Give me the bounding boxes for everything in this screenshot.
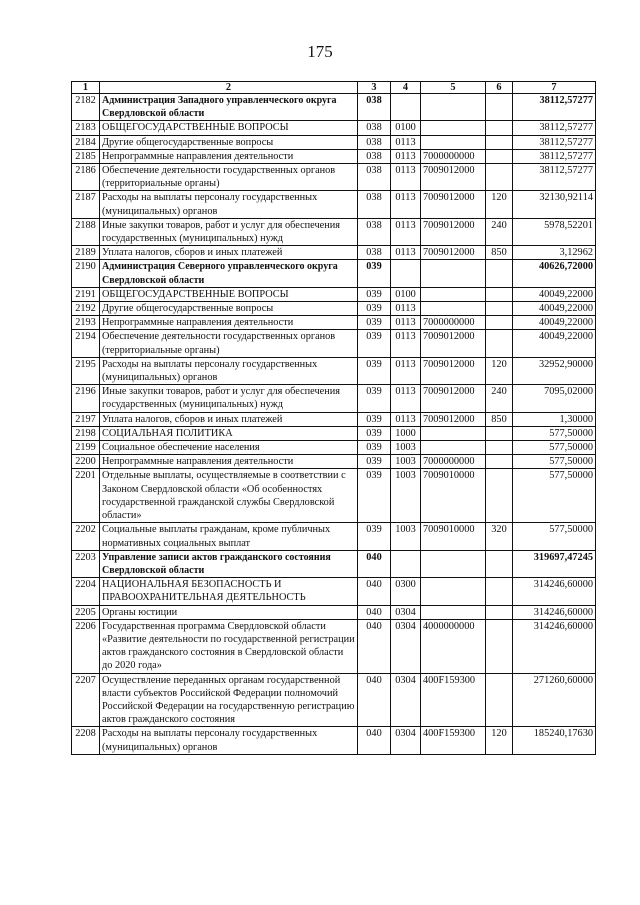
section-code: 0304	[391, 619, 421, 673]
target-code: 7009012000	[421, 164, 486, 191]
section-code: 0113	[391, 135, 421, 149]
amount: 7095,02000	[513, 385, 596, 412]
row-name: Расходы на выплаты персоналу государственных (муниципальных) органов	[100, 727, 358, 754]
ministry-code: 040	[358, 673, 391, 727]
column-header-1: 1	[72, 82, 100, 94]
budget-table	[71, 81, 596, 755]
table-row	[72, 605, 596, 619]
section-code: 0113	[391, 246, 421, 260]
ministry-code: 038	[358, 149, 391, 163]
ministry-code: 039	[358, 412, 391, 426]
expense-type	[486, 302, 513, 316]
row-number: 2207	[72, 673, 100, 727]
expense-type	[486, 550, 513, 577]
target-code	[421, 94, 486, 121]
target-code: 7009012000	[421, 191, 486, 218]
target-code: 7009012000	[421, 330, 486, 357]
row-number: 2204	[72, 578, 100, 605]
ministry-code: 039	[358, 523, 391, 550]
table-row	[72, 302, 596, 316]
section-code: 0113	[391, 149, 421, 163]
row-name: Обеспечение деятельности государственных органов (территориальные органы)	[100, 330, 358, 357]
table-row	[72, 218, 596, 245]
amount: 314246,60000	[513, 619, 596, 673]
row-name: СОЦИАЛЬНАЯ ПОЛИТИКА	[100, 426, 358, 440]
row-name: Социальные выплаты гражданам, кроме публичных нормативных социальных выплат	[100, 523, 358, 550]
amount: 577,50000	[513, 455, 596, 469]
section-code: 0300	[391, 578, 421, 605]
amount: 38112,57277	[513, 149, 596, 163]
row-name: Государственная программа Свердловской области «Развитие деятельности по государственной регистрации актов гражданского состояния в Свердловской области до 2020 года»	[100, 619, 358, 673]
row-name: Осуществление переданных органам государственной власти субъектов Российской Федерации полномочий Российской Федерации на государственную регистрацию актов гражданского состояния	[100, 673, 358, 727]
section-code: 0113	[391, 218, 421, 245]
section-code: 0304	[391, 727, 421, 754]
table-row	[72, 135, 596, 149]
amount: 5978,52201	[513, 218, 596, 245]
section-code	[391, 94, 421, 121]
row-name: НАЦИОНАЛЬНАЯ БЕЗОПАСНОСТЬ И ПРАВООХРАНИТЕЛЬНАЯ ДЕЯТЕЛЬНОСТЬ	[100, 578, 358, 605]
amount: 577,50000	[513, 441, 596, 455]
row-number: 2192	[72, 302, 100, 316]
row-number: 2197	[72, 412, 100, 426]
row-number: 2195	[72, 357, 100, 384]
row-name: Органы юстиции	[100, 605, 358, 619]
expense-type: 120	[486, 191, 513, 218]
page-number: 175	[307, 42, 333, 61]
row-number: 2196	[72, 385, 100, 412]
ministry-code: 038	[358, 191, 391, 218]
ministry-code: 039	[358, 357, 391, 384]
expense-type: 240	[486, 385, 513, 412]
table-row	[72, 330, 596, 357]
amount: 319697,47245	[513, 550, 596, 577]
row-name: Другие общегосударственные вопросы	[100, 302, 358, 316]
row-number: 2185	[72, 149, 100, 163]
target-code: 7009012000	[421, 357, 486, 384]
ministry-code: 039	[358, 385, 391, 412]
row-number: 2183	[72, 121, 100, 135]
target-code	[421, 302, 486, 316]
amount: 314246,60000	[513, 578, 596, 605]
row-name: Уплата налогов, сборов и иных платежей	[100, 412, 358, 426]
expense-type: 120	[486, 727, 513, 754]
ministry-code: 040	[358, 727, 391, 754]
target-code: 7009012000	[421, 412, 486, 426]
table-row	[72, 164, 596, 191]
row-name: ОБЩЕГОСУДАРСТВЕННЫЕ ВОПРОСЫ	[100, 287, 358, 301]
table-row	[72, 260, 596, 287]
ministry-code: 038	[358, 218, 391, 245]
table-row	[72, 246, 596, 260]
amount: 40049,22000	[513, 316, 596, 330]
expense-type	[486, 164, 513, 191]
target-code: 7009012000	[421, 218, 486, 245]
section-code: 0113	[391, 316, 421, 330]
amount: 38112,57277	[513, 121, 596, 135]
ministry-code: 038	[358, 121, 391, 135]
table-row	[72, 550, 596, 577]
table-row	[72, 191, 596, 218]
expense-type	[486, 121, 513, 135]
section-code: 0100	[391, 121, 421, 135]
section-code: 1003	[391, 469, 421, 523]
amount: 577,50000	[513, 426, 596, 440]
target-code	[421, 441, 486, 455]
expense-type	[486, 619, 513, 673]
expense-type	[486, 316, 513, 330]
target-code: 7009012000	[421, 385, 486, 412]
column-header-6: 6	[486, 82, 513, 94]
section-code: 1000	[391, 426, 421, 440]
section-code: 0304	[391, 673, 421, 727]
amount: 185240,17630	[513, 727, 596, 754]
row-name: Обеспечение деятельности государственных органов (территориальные органы)	[100, 164, 358, 191]
section-code	[391, 260, 421, 287]
table-row	[72, 412, 596, 426]
column-header-3: 3	[358, 82, 391, 94]
table-row	[72, 287, 596, 301]
section-code: 1003	[391, 441, 421, 455]
row-number: 2191	[72, 287, 100, 301]
target-code	[421, 605, 486, 619]
section-code: 1003	[391, 455, 421, 469]
row-name: Управление записи актов гражданского состояния Свердловской области	[100, 550, 358, 577]
table-body	[72, 94, 596, 755]
expense-type	[486, 135, 513, 149]
ministry-code: 040	[358, 619, 391, 673]
expense-type: 120	[486, 357, 513, 384]
row-name: Отдельные выплаты, осуществляемые в соответствии с Законом Свердловской области «Об особенностях государственной гражданской службы Свердловской области»	[100, 469, 358, 523]
row-number: 2198	[72, 426, 100, 440]
expense-type: 850	[486, 412, 513, 426]
expense-type	[486, 578, 513, 605]
amount: 271260,60000	[513, 673, 596, 727]
target-code	[421, 550, 486, 577]
ministry-code: 039	[358, 426, 391, 440]
amount: 40049,22000	[513, 287, 596, 301]
expense-type	[486, 330, 513, 357]
target-code: 400F159300	[421, 727, 486, 754]
section-code: 0100	[391, 287, 421, 301]
expense-type	[486, 426, 513, 440]
amount: 40626,72000	[513, 260, 596, 287]
table-row	[72, 441, 596, 455]
row-number: 2189	[72, 246, 100, 260]
row-name: Расходы на выплаты персоналу государственных (муниципальных) органов	[100, 191, 358, 218]
target-code	[421, 287, 486, 301]
row-name: Иные закупки товаров, работ и услуг для обеспечения государственных (муниципальных) нужд	[100, 385, 358, 412]
row-number: 2184	[72, 135, 100, 149]
target-code: 4000000000	[421, 619, 486, 673]
row-number: 2205	[72, 605, 100, 619]
row-number: 2187	[72, 191, 100, 218]
column-header-4: 4	[391, 82, 421, 94]
row-number: 2202	[72, 523, 100, 550]
expense-type	[486, 605, 513, 619]
target-code: 7000000000	[421, 316, 486, 330]
column-header-7: 7	[513, 82, 596, 94]
expense-type	[486, 94, 513, 121]
column-header-2: 2	[100, 82, 358, 94]
row-number: 2200	[72, 455, 100, 469]
target-code: 7009010000	[421, 523, 486, 550]
table-row	[72, 455, 596, 469]
amount: 314246,60000	[513, 605, 596, 619]
table-row	[72, 316, 596, 330]
row-name: ОБЩЕГОСУДАРСТВЕННЫЕ ВОПРОСЫ	[100, 121, 358, 135]
target-code: 7009010000	[421, 469, 486, 523]
row-name: Иные закупки товаров, работ и услуг для обеспечения государственных (муниципальных) нужд	[100, 218, 358, 245]
section-code: 0113	[391, 357, 421, 384]
target-code	[421, 121, 486, 135]
section-code: 0113	[391, 191, 421, 218]
row-number: 2193	[72, 316, 100, 330]
row-number: 2208	[72, 727, 100, 754]
amount: 40049,22000	[513, 330, 596, 357]
ministry-code: 040	[358, 550, 391, 577]
ministry-code: 039	[358, 302, 391, 316]
section-code: 0113	[391, 412, 421, 426]
ministry-code: 040	[358, 605, 391, 619]
section-code: 0113	[391, 302, 421, 316]
ministry-code: 039	[358, 455, 391, 469]
amount: 3,12962	[513, 246, 596, 260]
expense-type	[486, 260, 513, 287]
row-name: Другие общегосударственные вопросы	[100, 135, 358, 149]
amount: 32130,92114	[513, 191, 596, 218]
expense-type: 320	[486, 523, 513, 550]
table-row	[72, 149, 596, 163]
section-code: 0113	[391, 330, 421, 357]
row-number: 2182	[72, 94, 100, 121]
row-number: 2194	[72, 330, 100, 357]
expense-type	[486, 441, 513, 455]
table-row	[72, 357, 596, 384]
row-name: Администрация Западного управленческого округа Свердловской области	[100, 94, 358, 121]
section-code: 0113	[391, 385, 421, 412]
section-code: 0113	[391, 164, 421, 191]
column-header-5: 5	[421, 82, 486, 94]
target-code: 7000000000	[421, 455, 486, 469]
table-row	[72, 619, 596, 673]
row-name: Непрограммные направления деятельности	[100, 455, 358, 469]
ministry-code: 039	[358, 287, 391, 301]
table-header-row	[72, 82, 596, 94]
target-code	[421, 426, 486, 440]
expense-type	[486, 455, 513, 469]
table-row	[72, 727, 596, 754]
amount: 577,50000	[513, 469, 596, 523]
ministry-code: 039	[358, 469, 391, 523]
amount: 38112,57277	[513, 135, 596, 149]
expense-type	[486, 469, 513, 523]
row-name: Расходы на выплаты персоналу государственных (муниципальных) органов	[100, 357, 358, 384]
target-code: 400F159300	[421, 673, 486, 727]
ministry-code: 039	[358, 316, 391, 330]
amount: 32952,90000	[513, 357, 596, 384]
amount: 1,30000	[513, 412, 596, 426]
row-name: Социальное обеспечение населения	[100, 441, 358, 455]
row-number: 2190	[72, 260, 100, 287]
expense-type	[486, 287, 513, 301]
row-name: Непрограммные направления деятельности	[100, 149, 358, 163]
row-number: 2188	[72, 218, 100, 245]
table-row	[72, 469, 596, 523]
ministry-code: 039	[358, 441, 391, 455]
target-code	[421, 578, 486, 605]
ministry-code: 038	[358, 135, 391, 149]
table-row	[72, 385, 596, 412]
table-row	[72, 94, 596, 121]
ministry-code: 038	[358, 94, 391, 121]
ministry-code: 040	[358, 578, 391, 605]
target-code	[421, 135, 486, 149]
ministry-code: 039	[358, 260, 391, 287]
row-number: 2199	[72, 441, 100, 455]
row-name: Администрация Северного управленческого округа Свердловской области	[100, 260, 358, 287]
ministry-code: 038	[358, 246, 391, 260]
expense-type: 240	[486, 218, 513, 245]
expense-type	[486, 673, 513, 727]
amount: 38112,57277	[513, 164, 596, 191]
section-code: 0304	[391, 605, 421, 619]
row-number: 2201	[72, 469, 100, 523]
section-code: 1003	[391, 523, 421, 550]
expense-type	[486, 149, 513, 163]
target-code: 7009012000	[421, 246, 486, 260]
ministry-code: 039	[358, 330, 391, 357]
ministry-code: 038	[358, 164, 391, 191]
table-row	[72, 426, 596, 440]
section-code	[391, 550, 421, 577]
expense-type: 850	[486, 246, 513, 260]
target-code: 7000000000	[421, 149, 486, 163]
amount: 40049,22000	[513, 302, 596, 316]
amount: 577,50000	[513, 523, 596, 550]
table-row	[72, 121, 596, 135]
table-row	[72, 578, 596, 605]
target-code	[421, 260, 486, 287]
table-row	[72, 673, 596, 727]
row-number: 2203	[72, 550, 100, 577]
row-number: 2186	[72, 164, 100, 191]
row-name: Непрограммные направления деятельности	[100, 316, 358, 330]
row-name: Уплата налогов, сборов и иных платежей	[100, 246, 358, 260]
table-row	[72, 523, 596, 550]
row-number: 2206	[72, 619, 100, 673]
amount: 38112,57277	[513, 94, 596, 121]
